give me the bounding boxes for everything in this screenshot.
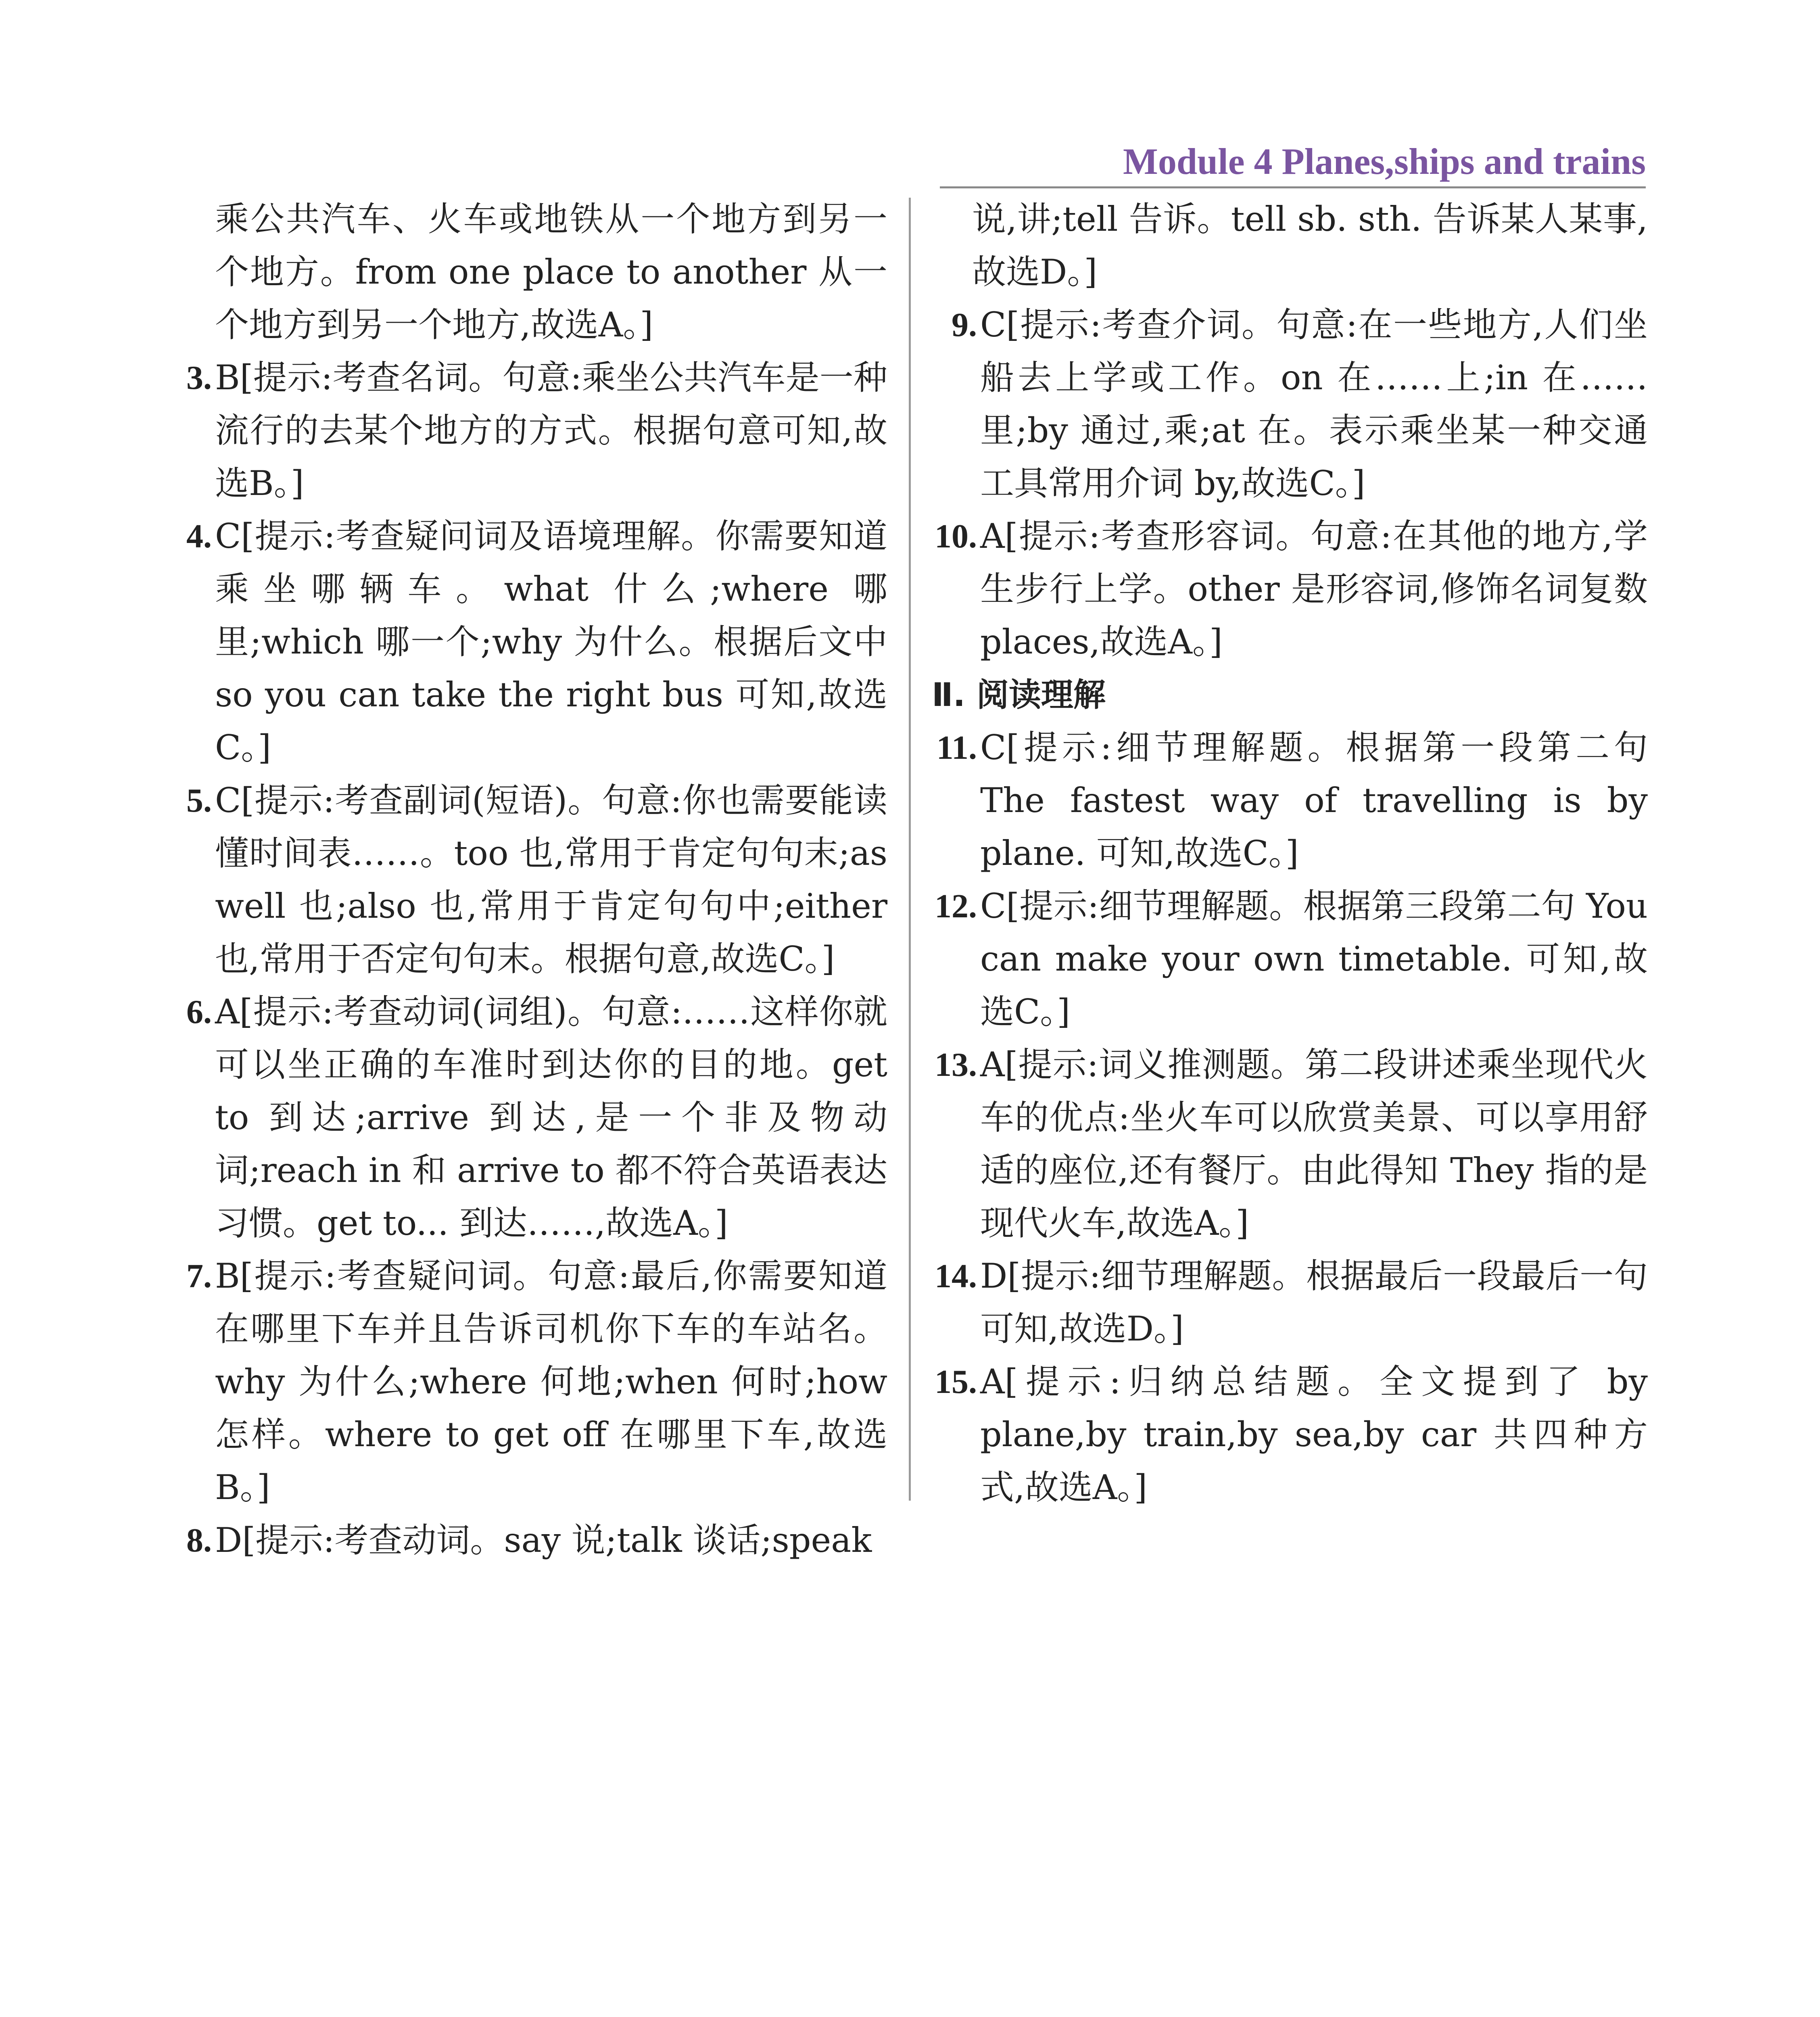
answer-text: D[提示:细节理解题。根据最后一段最后一句可知,故选D。]: [980, 1256, 1648, 1349]
answer-item: [167, 510, 887, 774]
answer-continuation: 说,讲;tell 告诉。tell sb. sth. 告诉某人某事,故选D。]: [972, 199, 1648, 292]
question-number: 7.: [186, 1257, 212, 1295]
answer-item: [167, 1514, 887, 1567]
answer-text: B[提示:考查名词。句意:乘坐公共汽车是一种流行的去某个地方的方式。根据句意可知,故选B。]: [215, 358, 887, 503]
column-divider: [909, 198, 911, 1501]
answer-text: A[提示:归纳总结题。全文提到了 by plane,by train,by sea,by car 共四种方式,故选A。]: [980, 1362, 1648, 1507]
question-number: 10.: [935, 518, 977, 555]
answer-item: [932, 299, 1648, 510]
question-number: 3.: [186, 359, 212, 397]
answer-item: [932, 510, 1648, 668]
right-column: [932, 193, 1648, 1514]
answer-item: [167, 774, 887, 986]
question-number: 6.: [186, 993, 212, 1031]
answer-text: C[提示:考查疑问词及语境理解。你需要知道乘坐哪辆车。what 什么;where 哪里;which 哪一个;why 为什么。根据后文中 so you can take the right bus 可知,故选C。]: [215, 516, 887, 767]
answer-text: B[提示:考查疑问词。句意:最后,你需要知道在哪里下车并且告诉司机你下车的车站名。why 为什么;where 何地;when 何时;how 怎样。where to get off 在哪里下车,故选B。]: [215, 1256, 887, 1507]
answer-item: [932, 721, 1648, 880]
answer-text: C[提示:细节理解题。根据第一段第二句 The fastest way of travelling is by plane. 可知,故选C。]: [980, 728, 1648, 873]
question-number: 14.: [935, 1257, 977, 1295]
answer-item: [167, 1250, 887, 1514]
answer-text: A[提示:考查动词(词组)。句意:……这样你就可以坐正确的车准时到达你的目的地。get to 到达;arrive 到达,是一个非及物动词;reach in 和 arrive to 都不符合英语表达习惯。get to... 到达……,故选A。]: [215, 992, 887, 1243]
question-number: 8.: [186, 1522, 212, 1559]
answer-continuation: 乘公共汽车、火车或地铁从一个地方到另一个地方。from one place to another 从一个地方到另一个地方,故选A。]: [215, 199, 887, 345]
question-number: 15.: [935, 1363, 977, 1401]
section-title: Ⅱ. 阅读理解: [932, 676, 1106, 714]
answer-item: [932, 1355, 1648, 1514]
answer-item: [932, 880, 1648, 1038]
answer-text: D[提示:考查动词。say 说;talk 谈话;speak: [215, 1520, 872, 1560]
answer-item: [932, 1038, 1648, 1250]
question-number: 13.: [935, 1046, 977, 1084]
answer-list: [932, 721, 1648, 1514]
answer-item: [167, 351, 887, 510]
left-column: [167, 193, 887, 1567]
answer-item: [932, 1250, 1648, 1355]
answer-list: [167, 351, 887, 1567]
question-number: 4.: [186, 518, 212, 555]
module-header: Module 4 Planes,ships and trains: [1123, 141, 1646, 182]
question-number: 12.: [935, 887, 977, 925]
question-number: 9.: [952, 306, 977, 344]
answer-text: C[提示:考查副词(短语)。句意:你也需要能读懂时间表……。too 也,常用于肯定句句末;as well 也;also 也,常用于肯定句句中;either 也,常用于否定句句末。根据句意,故选C。]: [215, 781, 887, 979]
answer-text: A[提示:考查形容词。句意:在其他的地方,学生步行上学。other 是形容词,修饰名词复数 places,故选A。]: [980, 516, 1648, 662]
answer-text: A[提示:词义推测题。第二段讲述乘坐现代火车的优点:坐火车可以欣赏美景、可以享用舒适的座位,还有餐厅。由此得知 They 指的是现代火车,故选A。]: [980, 1045, 1648, 1243]
header-rule: [940, 186, 1646, 188]
question-number: 5.: [186, 782, 212, 819]
answer-text: C[提示:细节理解题。根据第三段第二句 You can make your own timetable. 可知,故选C。]: [980, 886, 1648, 1031]
answer-list: [932, 299, 1648, 668]
answer-text: C[提示:考查介词。句意:在一些地方,人们坐船去上学或工作。on 在……上;in 在……里;by 通过,乘;at 在。表示乘坐某一种交通工具常用介词 by,故选C。]: [980, 305, 1648, 503]
answer-item: [167, 986, 887, 1250]
question-number: 11.: [936, 729, 977, 766]
